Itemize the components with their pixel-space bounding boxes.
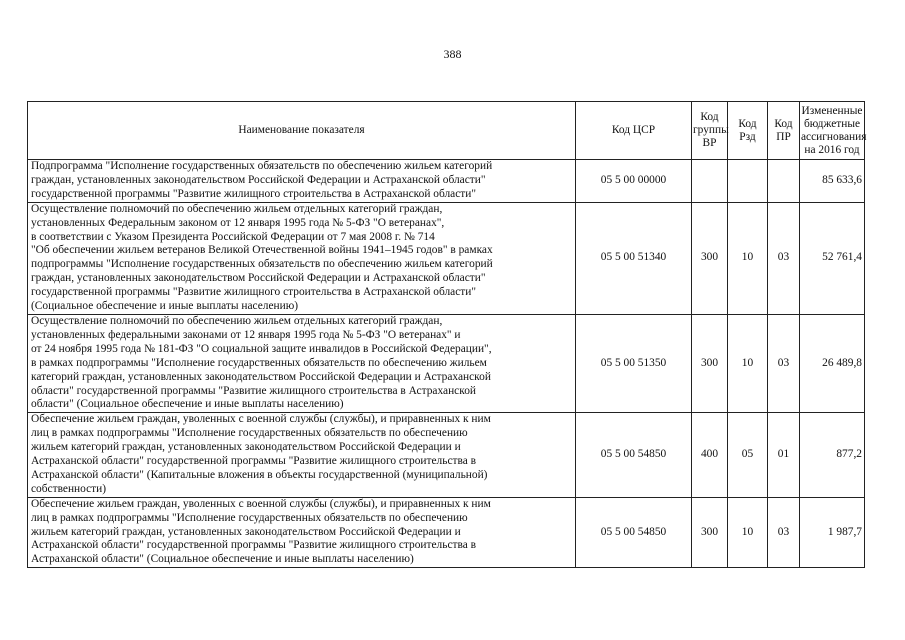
row-amount: 52 761,4 xyxy=(800,202,865,314)
budget-table xyxy=(27,101,865,568)
row-csr: 05 5 00 00000 xyxy=(576,160,692,203)
row-name: Подпрограмма "Исполнение государственных обязательств по обеспечению жильем категорий граждан, установленных законодательством Российской Федерации и Астраханской области" государственной программы "Развитие жилищного строительства в Астраханской области" xyxy=(28,160,576,203)
row-rzd: 10 xyxy=(728,497,768,568)
row-pr: 03 xyxy=(768,497,800,568)
row-amount: 1 987,7 xyxy=(800,497,865,568)
row-amount: 26 489,8 xyxy=(800,314,865,412)
table-row xyxy=(28,413,865,497)
row-vr: 300 xyxy=(692,497,728,568)
table-row xyxy=(28,160,865,203)
header-amount: Измененные бюджетные ассигнования на 2016 год xyxy=(800,102,865,160)
row-pr xyxy=(768,160,800,203)
row-rzd: 10 xyxy=(728,314,768,412)
row-csr: 05 5 00 51340 xyxy=(576,202,692,314)
row-name: Обеспечение жильем граждан, уволенных с военной службы (службы), и приравненных к ним лиц в рамках подпрограммы "Исполнение государственных обязательств по обеспечению жильем категорий граждан, установленных законодательством Российской Федерации и Астраханской области" государственной программы "Развитие жилищного строительства в Астраханской области" (Социальное обеспечение и иные выплаты населению) xyxy=(28,497,576,568)
row-rzd: 05 xyxy=(728,413,768,497)
row-pr: 01 xyxy=(768,413,800,497)
row-pr: 03 xyxy=(768,314,800,412)
row-pr: 03 xyxy=(768,202,800,314)
header-vr: Код группы ВР xyxy=(692,102,728,160)
table-row xyxy=(28,497,865,568)
row-name: Осуществление полномочий по обеспечению жильем отдельных категорий граждан, установленных Федеральным законом от 12 января 1995 года № 5-ФЗ "О ветеранах", в соответствии с Указом Президента Российской Федерации от 7 мая 2008 г. № 714 "Об обеспечении жильем ветеранов Великой Отечественной войны 1941–1945 годов" в рамках подпрограммы "Исполнение государственных обязательств по обеспечению жильем категорий граждан, установленных законодательством Российской Федерации и Астраханской области" государственной программы "Развитие жилищного строительства в Астраханской области" (Социальное обеспечение и иные выплаты населению) xyxy=(28,202,576,314)
row-vr: 300 xyxy=(692,314,728,412)
row-csr: 05 5 00 54850 xyxy=(576,413,692,497)
header-row xyxy=(28,102,865,160)
row-amount: 877,2 xyxy=(800,413,865,497)
table-row xyxy=(28,314,865,412)
row-csr: 05 5 00 51350 xyxy=(576,314,692,412)
row-rzd: 10 xyxy=(728,202,768,314)
row-vr: 400 xyxy=(692,413,728,497)
page-number: 388 xyxy=(443,47,462,61)
table-row xyxy=(28,202,865,314)
row-name: Осуществление полномочий по обеспечению жильем отдельных категорий граждан, установленных федеральными законами от 12 января 1995 года № 5-ФЗ "О ветеранах" и от 24 ноября 1995 года № 181-ФЗ "О социальной защите инвалидов в Российской Федерации", в рамках подпрограммы "Исполнение государственных обязательств по обеспечению жильем категорий граждан, установленных законодательством Российской Федерации и Астраханской области" государственной программы "Развитие жилищного строительства в Астраханской области" (Социальное обеспечение и иные выплаты населению) xyxy=(28,314,576,412)
row-amount: 85 633,6 xyxy=(800,160,865,203)
header-name: Наименование показателя xyxy=(28,102,576,160)
row-rzd xyxy=(728,160,768,203)
header-csr: Код ЦСР xyxy=(576,102,692,160)
header-rzd: Код Рзд xyxy=(728,102,768,160)
row-name: Обеспечение жильем граждан, уволенных с военной службы (службы), и приравненных к ним лиц в рамках подпрограммы "Исполнение государственных обязательств по обеспечению жильем категорий граждан, установленных законодательством Российской Федерации и Астраханской области" государственной программы "Развитие жилищного строительства в Астраханской области" (Капитальные вложения в объекты государственной (муниципальной) собственности) xyxy=(28,413,576,497)
row-csr: 05 5 00 54850 xyxy=(576,497,692,568)
header-pr: Код ПР xyxy=(768,102,800,160)
row-vr: 300 xyxy=(692,202,728,314)
row-vr xyxy=(692,160,728,203)
